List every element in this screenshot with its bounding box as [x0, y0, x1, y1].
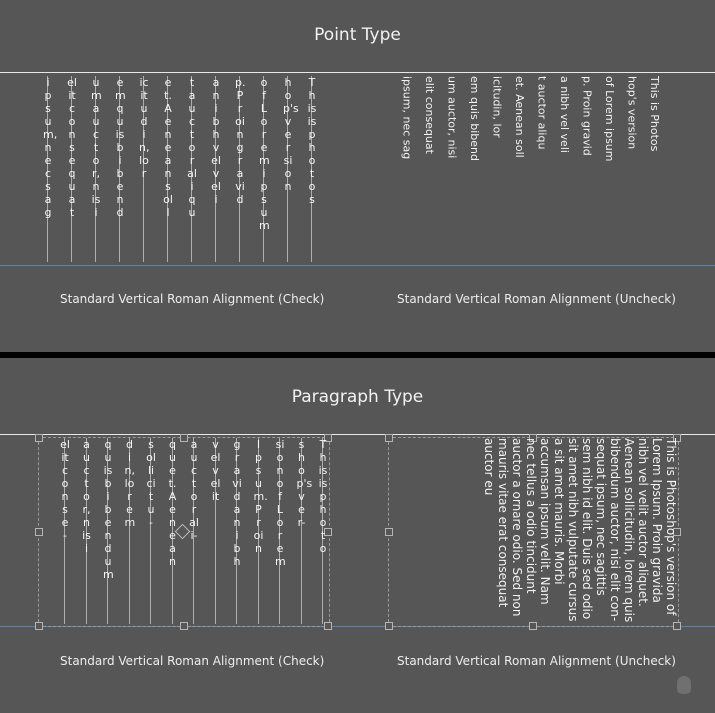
upright-text-column [66, 76, 78, 262]
bbox-handle-ml[interactable] [35, 528, 43, 536]
upright-text-column [102, 438, 114, 624]
upright-text-column [274, 438, 286, 624]
column-text: sion of Lorem [275, 438, 286, 568]
column-text: elit consequat [67, 76, 77, 219]
column-text: elit conse- [60, 438, 70, 542]
upright-text-column [42, 76, 58, 262]
bbox-handle-bm[interactable] [180, 622, 188, 630]
upright-text-column [188, 438, 200, 624]
rotated-text-column: ipsum, nec sag [400, 76, 414, 160]
upright-text-column [90, 76, 102, 262]
upright-text-column [81, 438, 93, 624]
column-text: auctor, nisi [82, 438, 91, 555]
paragraph-uncheck-text: This is Photoshop's version of Lorem Ipsum. Proin gravida nibh vel velit auctor aliquet. Aenean sollicitudin, lorem quis bibendum auctor, nisi elit con- sequat ipsum, nec sagittis sem nibh id elit. Duis sed odio sit amet nibh vulputate cursus a sit amet mauris. Morbi accumsan ipsum velit. Nam nec tellus a odio tincidunt auctor a ornare odio. Sed non mauris vitae erat consequat auctor eu [482, 438, 678, 623]
paragraph-top-line [0, 434, 715, 435]
bbox-handle-bl[interactable] [35, 622, 43, 630]
column-text: hop's version [283, 76, 299, 193]
column-text: sollicitu- [146, 438, 156, 529]
upright-text-column [167, 438, 179, 624]
rotated-text-column: This is Photos [648, 76, 661, 152]
bbox2-handle-bl[interactable] [385, 622, 393, 630]
upright-text-column [210, 76, 222, 262]
column-text: This is photo [318, 438, 328, 555]
paragraph-type-title: Paragraph Type [291, 387, 424, 407]
section-divider [0, 352, 715, 358]
column-text: din, lorem [124, 438, 136, 529]
point-guide-line [0, 265, 715, 266]
column-text: Ipsum. Proin [253, 438, 268, 555]
rotated-text-column: p. Proin gravid [580, 76, 594, 156]
column-text: a nibh vel veli [211, 76, 221, 206]
upright-text-column [138, 76, 150, 262]
column-text: shop's ver- [296, 438, 313, 529]
column-text: icitudin, lor [139, 76, 150, 180]
column-text: ipsum, nec sag [43, 76, 58, 219]
column-text: et. Aenean soll [163, 76, 173, 219]
rotated-text-column: of Lorem ipsum [603, 76, 616, 162]
bbox2-handle-tl[interactable] [385, 434, 393, 442]
bbox2-handle-ml[interactable] [385, 528, 393, 536]
upright-text-column [282, 76, 299, 262]
upright-text-column [306, 76, 318, 262]
rotated-text-column: em quis bibend [468, 76, 481, 161]
column-text: This is photos [307, 76, 317, 206]
point-type-title: Point Type [314, 25, 401, 45]
upright-text-column [145, 438, 157, 624]
column-text: gravida nibh [232, 438, 242, 568]
column-text: um auctor, nisi [91, 76, 102, 219]
column-text: vel velit [210, 438, 221, 503]
upright-text-column [253, 438, 268, 624]
rotated-text-column: um auctor, nisi [445, 76, 459, 159]
upright-text-column [114, 76, 126, 262]
rotated-text-column: a nibh vel veli [558, 76, 571, 153]
upright-text-column [124, 438, 136, 624]
upright-text-column [162, 76, 174, 262]
rotated-text-column: elit consequat [423, 76, 436, 154]
upright-text-column [258, 76, 270, 262]
column-text: quet. Aenean [168, 438, 177, 568]
rotated-text-column: icitudin, lor [490, 76, 504, 138]
column-text: auctor ali- [189, 438, 199, 542]
upright-text-column [234, 76, 246, 262]
point-caption-check: Standard Vertical Roman Alignment (Check) [60, 292, 325, 306]
bbox-handle-tm[interactable] [180, 434, 188, 442]
upright-text-column [59, 438, 71, 624]
upright-text-column [186, 76, 198, 262]
rotated-text-column: et. Aenean soll [513, 76, 526, 158]
rotated-text-column: t auctor aliqu [535, 76, 549, 150]
point-top-line [0, 72, 715, 73]
column-text: quis bibendum [103, 438, 114, 581]
hand-tool-icon[interactable] [677, 676, 691, 694]
upright-text-column [210, 438, 222, 624]
column-text: em quis bibend [115, 76, 126, 219]
upright-text-column [317, 438, 329, 624]
paragraph-caption-check: Standard Vertical Roman Alignment (Check) [60, 654, 325, 668]
point-caption-uncheck: Standard Vertical Roman Alignment (Uncheck) [397, 292, 676, 306]
rotated-text-column: hop's version [625, 76, 639, 150]
paragraph-caption-uncheck: Standard Vertical Roman Alignment (Uncheck) [397, 654, 676, 668]
column-text: t auctor aliqu [187, 76, 197, 219]
column-text: of Lorem ipsum [259, 76, 270, 232]
upright-text-column [231, 438, 243, 624]
bbox-handle-tl[interactable] [35, 434, 43, 442]
upright-text-column [296, 438, 313, 624]
column-text: p. Proin gravid [235, 76, 246, 206]
